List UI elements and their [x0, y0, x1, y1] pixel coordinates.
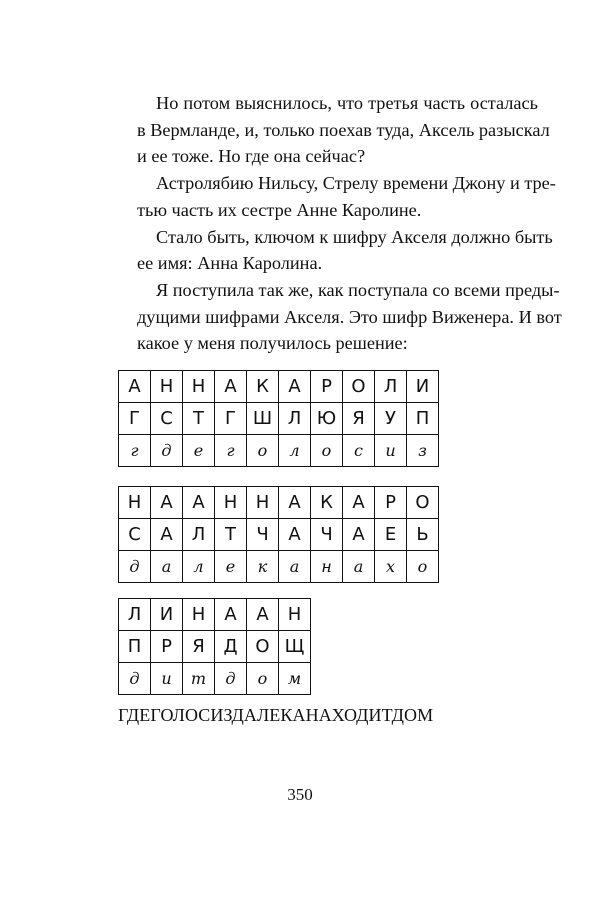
cipher-cell: У — [375, 403, 407, 435]
cipher-cell: Г — [119, 403, 151, 435]
cipher-cell: Л — [279, 403, 311, 435]
key-cell: И — [407, 371, 439, 403]
cipher-cell: Е — [375, 519, 407, 551]
paragraph — [118, 170, 556, 223]
key-cell: И — [151, 599, 183, 631]
text-line: Но потом выяснилось, что третья часть осталась — [156, 93, 538, 113]
plain-cell: и — [151, 663, 183, 695]
plain-cell: а — [279, 551, 311, 583]
plain-cell: а — [343, 551, 375, 583]
plain-cell: м — [279, 663, 311, 695]
plain-cell: а — [151, 551, 183, 583]
cipher-grid-2 — [118, 486, 439, 583]
cipher-grid-3 — [118, 598, 311, 695]
paragraph — [118, 277, 562, 357]
cipher-cell: Т — [215, 519, 247, 551]
cipher-cell: Т — [183, 403, 215, 435]
cipher-cell: О — [247, 631, 279, 663]
body-text — [118, 90, 562, 357]
cipher-cell: Ч — [311, 519, 343, 551]
text-line: в Вермланде, и, только поехав туда, Аксель разыскал — [137, 119, 550, 140]
cipher-cell: Ч — [247, 519, 279, 551]
cipher-cell: Ю — [311, 403, 343, 435]
plain-row — [119, 551, 439, 583]
key-cell: Н — [279, 599, 311, 631]
plain-cell: л — [183, 551, 215, 583]
key-cell: А — [279, 371, 311, 403]
plain-cell: о — [247, 663, 279, 695]
plain-cell: з — [407, 435, 439, 467]
key-cell: О — [343, 371, 375, 403]
cipher-cell: П — [407, 403, 439, 435]
key-cell: А — [215, 599, 247, 631]
key-cell: Л — [375, 371, 407, 403]
key-cell: А — [215, 371, 247, 403]
plain-cell: о — [311, 435, 343, 467]
plain-row — [119, 435, 439, 467]
key-cell: Н — [247, 487, 279, 519]
key-cell: Н — [215, 487, 247, 519]
key-row — [119, 371, 439, 403]
cipher-cell: Г — [215, 403, 247, 435]
key-cell: Н — [183, 599, 215, 631]
plain-cell: е — [183, 435, 215, 467]
cipher-cell: П — [119, 631, 151, 663]
key-cell: К — [247, 371, 279, 403]
cipher-row — [119, 519, 439, 551]
cipher-cell: С — [119, 519, 151, 551]
cipher-cell: А — [343, 519, 375, 551]
plain-cell: т — [183, 663, 215, 695]
text-line: какое у меня получилось решение: — [137, 333, 408, 354]
text-line: дущими шифрами Акселя. Это шифр Виженера. И вот — [137, 306, 562, 327]
cipher-row — [119, 403, 439, 435]
cipher-row — [119, 631, 311, 663]
key-cell: Н — [119, 487, 151, 519]
cipher-grid-1 — [118, 370, 439, 467]
key-cell: Р — [311, 371, 343, 403]
cipher-cell: Ь — [407, 519, 439, 551]
key-cell: А — [247, 599, 279, 631]
text-line: Я поступила так же, как поступала со всеми преды- — [156, 279, 560, 300]
cipher-cell: Л — [183, 519, 215, 551]
key-cell: К — [311, 487, 343, 519]
cipher-cell: Д — [215, 631, 247, 663]
plain-cell: о — [247, 435, 279, 467]
plain-cell: л — [279, 435, 311, 467]
cipher-cell: А — [279, 519, 311, 551]
key-cell: О — [407, 487, 439, 519]
cipher-cell: Я — [183, 631, 215, 663]
plain-cell: д — [119, 551, 151, 583]
cipher-cell: Ш — [247, 403, 279, 435]
page-number: 350 — [287, 785, 313, 804]
plain-row — [119, 663, 311, 695]
key-cell: Л — [119, 599, 151, 631]
plain-cell: е — [215, 551, 247, 583]
plain-cell: г — [119, 435, 151, 467]
plain-cell: х — [375, 551, 407, 583]
cipher-cell: Я — [343, 403, 375, 435]
text-line: тью часть их сестре Анне Каролине. — [137, 199, 422, 220]
key-cell: А — [279, 487, 311, 519]
plain-cell: д — [119, 663, 151, 695]
plain-cell: д — [151, 435, 183, 467]
plain-cell: д — [215, 663, 247, 695]
key-row — [119, 599, 311, 631]
key-row — [119, 487, 439, 519]
text-line: ее имя: Анна Каролина. — [137, 253, 323, 274]
paragraph — [118, 90, 550, 170]
key-cell: А — [151, 487, 183, 519]
key-cell: Н — [183, 371, 215, 403]
plain-cell: к — [247, 551, 279, 583]
key-cell: Н — [151, 371, 183, 403]
plain-cell: н — [311, 551, 343, 583]
plain-cell: и — [375, 435, 407, 467]
plain-cell: г — [215, 435, 247, 467]
decoded-answer: ГДЕГОЛОСИЗДАЛЕКАНАХОДИТДОМ — [118, 705, 434, 725]
cipher-cell: А — [151, 519, 183, 551]
key-cell: А — [183, 487, 215, 519]
key-cell: А — [343, 487, 375, 519]
key-cell: А — [119, 371, 151, 403]
paragraph — [118, 224, 553, 277]
cipher-cell: Р — [151, 631, 183, 663]
cipher-cell: Щ — [279, 631, 311, 663]
plain-cell: о — [407, 551, 439, 583]
plain-cell: с — [343, 435, 375, 467]
cipher-cell: С — [151, 403, 183, 435]
text-line: Астролябию Нильсу, Стрелу времени Джону и тре- — [156, 173, 556, 194]
text-line: и ее тоже. Но где она сейчас? — [137, 146, 366, 167]
key-cell: Р — [375, 487, 407, 519]
text-line: Стало быть, ключом к шифру Акселя должно быть — [156, 226, 553, 247]
